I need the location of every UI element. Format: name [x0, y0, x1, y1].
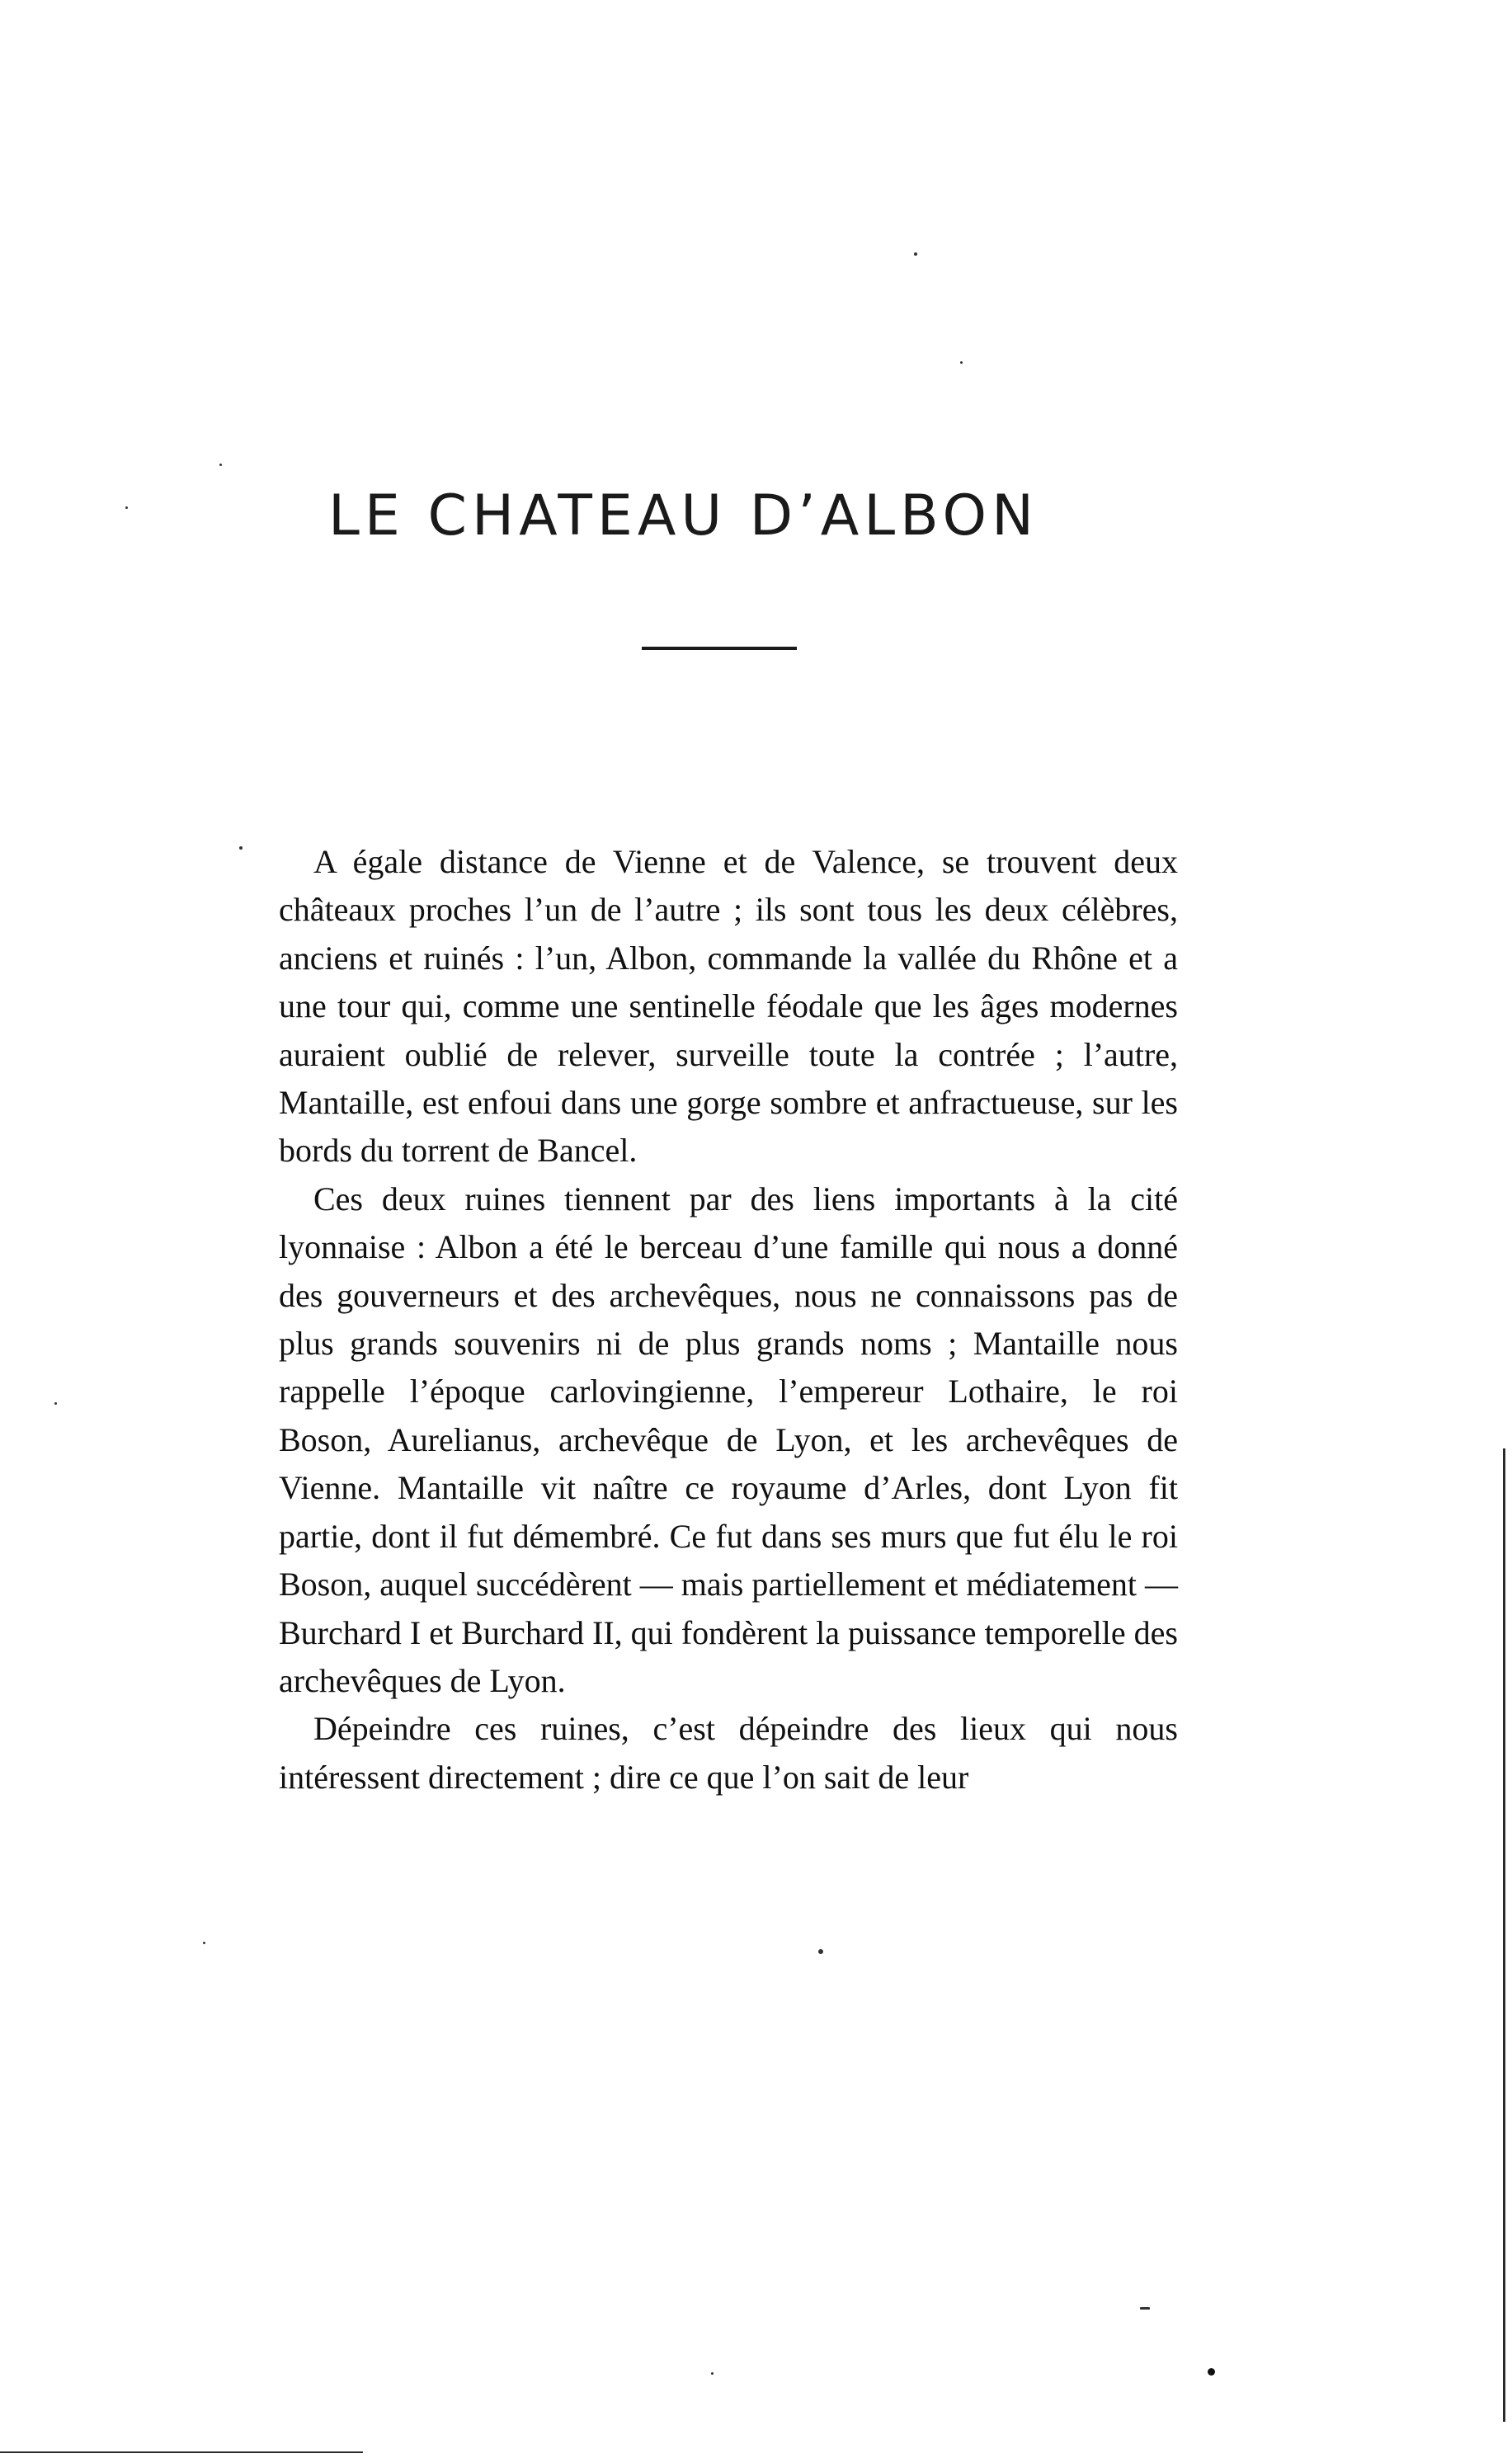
scan-speck — [1208, 2368, 1215, 2376]
scan-speck — [219, 464, 222, 466]
scan-margin-line — [1503, 1448, 1505, 2422]
paragraph-3: Dépeindre ces ruines, c’est dépeindre des lieux qui nous intéressent directement ; dire ce que l’on sait de leur — [279, 1710, 1178, 1796]
scan-speck — [203, 1942, 205, 1944]
scan-speck — [1140, 2307, 1150, 2310]
body-text — [279, 838, 1178, 1801]
scan-speck — [54, 1402, 57, 1405]
scan-speck — [960, 361, 963, 364]
scan-speck — [914, 252, 917, 256]
paragraph-1: A égale distance de Vienne et de Valence, se trouvent deux châteaux proches l’un de l’autre ; ils sont tous les deux célèbres, anciens et ruinés : l’un, Albon, commande la vallée du Rhône et a une tour qui, comme une sentinelle féodale que les âges modernes auraient oublié de relever, surveille toute la contrée ; l’autre, Mantaille, est enfoui dans une gorge sombre et anfractueuse, sur les bords du torrent de Bancel. — [279, 843, 1178, 1170]
scan-speck — [125, 506, 128, 509]
chapter-title: LE CHATEAU D’ALBON — [328, 483, 1039, 549]
scan-speck — [239, 846, 243, 850]
scan-speck — [818, 1949, 823, 1954]
paragraph-2: Ces deux ruines tiennent par des liens importants à la cité lyonnaise : Albon a été le berceau d’une famille qui nous a donné des gouverneurs et des archevêques, nous ne connaissons pas de plus grands souvenirs ni de plus grands noms ; Mantaille nous rappelle l’époque carlovingienne, l’empereur Lothaire, le roi Boson, Aurelianus, archevêque de Lyon, et les archevêques de Vienne. Mantaille vit naître ce royaume d’Arles, dont Lyon fit partie, dont il fut démembré. Ce fut dans ses murs que fut élu le roi Boson, auquel succédèrent — mais partiellement et médiatement — Burchard I et Burchard II, qui fondèrent la puissance temporelle des archevêques de Lyon. — [279, 1180, 1178, 1699]
scan-speck — [711, 2372, 714, 2375]
title-divider — [642, 647, 797, 650]
scan-bottom-line — [0, 2451, 363, 2453]
